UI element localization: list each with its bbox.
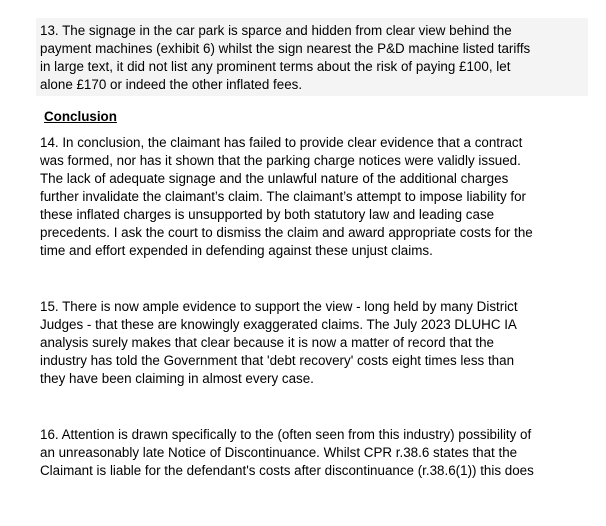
paragraph-14-line: further invalidate the claimant’s claim. The claimant’s attempt to impose liability for	[40, 189, 526, 204]
paragraph-16-line: Claimant is liable for the defendant's costs after discontinuance (r.38.6(1)) this does	[40, 463, 534, 478]
paragraph-15-line: analysis surely makes that clear because it is now a matter of record that the	[40, 335, 495, 350]
paragraph-15-line: industry has told the Government that 'debt recovery' costs eight times less than	[40, 353, 515, 368]
paragraph-16-line: 16. Attention is drawn specifically to the (often seen from this industry) possibility of	[40, 427, 532, 442]
paragraph-14-line: time and effort expended in defending against these unjust claims.	[40, 243, 433, 258]
paragraph-15-line: 15. There is now ample evidence to support the view - long held by many District	[40, 299, 518, 314]
paragraph-15	[40, 298, 580, 388]
paragraph-13-line: alone £170 or indeed the other inflated fees.	[40, 77, 303, 92]
paragraph-16	[40, 426, 580, 480]
paragraph-15-line: they have been claiming in almost every case.	[40, 371, 314, 386]
paragraph-15-line: Judges - that these are knowingly exaggerated claims. The July 2023 DLUHC IA	[40, 317, 517, 332]
paragraph-13-line: payment machines (exhibit 6) whilst the sign nearest the P&D machine listed tariffs	[40, 41, 531, 56]
paragraph-14-line: these inflated charges is unsupported by both statutory law and leading case	[40, 207, 495, 222]
paragraph-13-line: in large text, it did not list any prominent terms about the risk of paying £100, let	[40, 59, 511, 74]
paragraph-13	[40, 22, 580, 94]
conclusion-heading: Conclusion	[44, 109, 117, 124]
paragraph-14-line: precedents. I ask the court to dismiss the claim and award appropriate costs for the	[40, 225, 533, 240]
paragraph-14-line: The lack of adequate signage and the unlawful nature of the additional charges	[40, 171, 509, 186]
paragraph-13-line: 13. The signage in the car park is sparce and hidden from clear view behind the	[40, 23, 512, 38]
paragraph-14	[40, 134, 580, 260]
paragraph-14-line: 14. In conclusion, the claimant has failed to provide clear evidence that a contract	[40, 135, 523, 150]
paragraph-14-line: was formed, nor has it shown that the parking charge notices were validly issued.	[40, 153, 521, 168]
paragraph-16-line: an unreasonably late Notice of Discontinuance. Whilst CPR r.38.6 states that the	[40, 445, 518, 460]
